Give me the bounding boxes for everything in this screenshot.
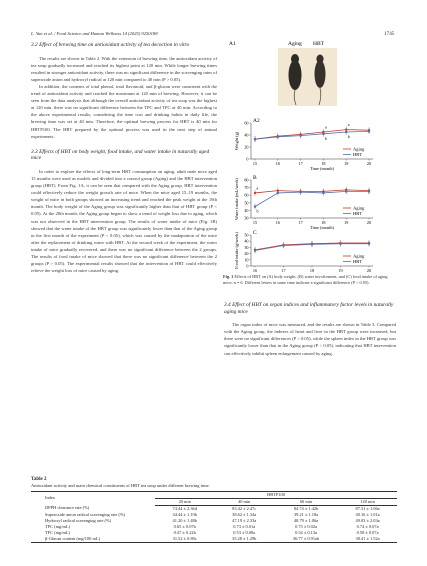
y-tick-label: 80 [244, 177, 249, 183]
section-3-2-para-2: In addition, the contents of total phenol, total flavonoid, and β-glucan were consistent with the trend of antioxidant activity and reached the maximum at 120 min of brewing. However, it can be seen from the data analysis that although the overall antioxidant activity of tea soup was the highest at 120 min, there was no significant difference between the TPC and TFC at 40 min. According to the above experimental results, considering the time cost and drinking habits in daily life, the brewing time was set at 40 min. Therefore, the optimal brewing process for HBT is 40 min for HBTP100. The HBT prepared by the optimal process was used in the next step of animal experiments. [31, 83, 217, 139]
table-cell: 87.31 ± 1.06a [355, 505, 380, 511]
x-tick-label: 16 [252, 268, 258, 272]
x-axis-label: Time (month) [310, 225, 334, 230]
table-subtitle: Antioxidant activity and main chemical constituents of HBT tea soup under different brewing time. [31, 483, 210, 488]
table-row-label: Hydroxyl radical scavenging rate (%) [45, 517, 112, 523]
section-3-4-title: 3.4 Effect of HBT on organ indices and inflammatory factor levels in naturally aging mice [224, 302, 394, 315]
x-tick-label: 17 [281, 268, 286, 272]
significance-letter: a [256, 185, 259, 191]
legend-label-hbt: HBT [353, 259, 362, 265]
figure-caption [223, 274, 398, 285]
table-col-header: 120 min [338, 498, 397, 505]
series-line-hbt [255, 131, 369, 139]
data-point-hbt [368, 130, 370, 132]
photo-panel-label: A1 [229, 41, 236, 47]
table-cell: 83.42 ± 2.47c [232, 505, 257, 511]
legend-label-aging: Aging [353, 205, 365, 211]
table-row-label: TPC (mg/mL) [45, 523, 71, 529]
table-cell: 0.74 ± 0.07a [356, 523, 379, 529]
y-tick-label: 60 [244, 192, 249, 198]
photo-legend-aging: Aging [288, 41, 302, 47]
y-axis-label: Water intake (mL/week) [234, 178, 239, 220]
table-row [31, 536, 397, 543]
chart-panel-2 [234, 230, 373, 272]
right-column [224, 302, 396, 357]
table-cell: 84.74 ± 1.42b [293, 505, 319, 511]
x-tick-label: 19 [344, 161, 349, 166]
table-col-header: 20 min [155, 498, 214, 505]
x-tick-label: 18 [309, 268, 315, 272]
table-cell: 41.20 ± 1.48b [172, 517, 197, 523]
charts-layer [234, 118, 373, 272]
data-point-hbt [254, 206, 256, 208]
table-cell: 0.65 ± 0.07b [173, 523, 196, 529]
section-3-2-title: 3.2 Effect of brewing time on antioxidant activity of tea decoction in vitro [31, 42, 190, 48]
legend-label-hbt: HBT [353, 211, 362, 217]
figure-1 [223, 37, 398, 285]
significance-letter: a [324, 124, 327, 130]
chart-panel-label: A2 [253, 118, 260, 124]
table-row-label: TFC (mg/mL) [45, 529, 71, 535]
table-cell: 34.44 ± 1.19b [172, 511, 197, 517]
section-3-4-para-1: The organ index of mice was measured, and the results are shown in Table 3. Compared with the Aging group, the indexes of heart and liver in the HBT group were increased, but there were no significant differences (P > 0.05), while the spleen index in the HBT group was significantly lower than that in the Aging group (P < 0.05), indicating that HBT intervention can effectively inhibit spleen enlargement caused by aging. [224, 322, 396, 356]
x-tick-label: 20 [366, 161, 372, 166]
x-tick-label: 16 [275, 161, 280, 166]
table-cell: 31.52 ± 0.80c [155, 536, 214, 543]
data-point-hbt [368, 243, 370, 245]
y-tick-label: 10 [244, 257, 249, 263]
significance-letter: b [347, 134, 350, 139]
table-cell: 39.21 ± 1.18a [293, 511, 319, 517]
y-tick-label: 30 [244, 244, 249, 250]
data-point-hbt [368, 190, 370, 192]
x-tick-label: 19 [344, 220, 349, 225]
y-tick-label: 40 [244, 207, 249, 213]
x-axis-label: Time (month) [310, 166, 334, 171]
figure-caption-text: Effects of HBT on (A) body weight, (B) water involvement, and (C) food intake of aging mice; n = 6. Different letters in same time indicate a significant difference (P < 0.05). [223, 274, 388, 285]
x-tick-label: 18 [321, 220, 326, 225]
figure-1-svg [223, 37, 398, 272]
table-cell: 0.47 ± 0.22b [173, 529, 196, 535]
table-row-label: DPPH clearance rate (%) [45, 505, 90, 511]
table-cell: 49.03 ± 2.03a [355, 517, 380, 523]
y-tick-label: 0 [246, 156, 249, 162]
y-tick-label: 20 [244, 144, 249, 150]
y-tick-label: 30 [244, 215, 249, 221]
running-header: L. Yan et al. / Food Science and Human Wellness 14 (2025) 9250188 [31, 31, 158, 36]
y-tick-label: 40 [244, 238, 249, 244]
table-2 [31, 477, 397, 543]
x-tick-label: 20 [366, 220, 372, 225]
y-tick-label: 0 [246, 263, 249, 269]
table-cell: 36.77 ± 0.91ab [274, 536, 338, 543]
table-cell: 0.58 ± 0.07a [356, 529, 379, 535]
table-cell: 47.19 ± 2.33a [232, 517, 257, 523]
data-point-hbt [254, 138, 256, 140]
x-tick-label: 17 [298, 161, 303, 166]
section-3-3-title: 3.3 Effects of HBT on body weight, food intake, and water intake in naturally aged mice [31, 148, 210, 162]
significance-letter: a [347, 122, 350, 128]
data-point-hbt [277, 136, 279, 138]
table-col-header: 40 min [214, 498, 273, 505]
section-3-2-para-1: The results are shown in Table 2. With the extension of brewing time, the antioxidant activity of tea soup gradually increased and reached its highest point at 120 min. While longer brewing times resulted in stronger antioxidant activity, there was no significant difference in the scavenging rates of superoxide anion and hydroxyl radical at 120 min compared to 40 min (P > 0.05). [31, 55, 217, 82]
table-cell: 40.16 ± 1.01a [355, 511, 380, 517]
figure-caption-label: Fig. 1 [223, 274, 234, 279]
data-point-hbt [300, 135, 302, 137]
x-tick-label: 19 [338, 268, 343, 272]
table-cell: 0.54 ± 0.13a [295, 529, 317, 535]
y-tick-label: 50 [244, 232, 249, 238]
y-tick-label: 40 [244, 132, 249, 138]
significance-letter: b [324, 135, 327, 141]
table-cell: 74.44 ± 2.36d [172, 505, 197, 511]
data-point-hbt [345, 131, 347, 133]
data-point-hbt [311, 243, 313, 245]
y-tick-label: 60 [244, 120, 249, 126]
table-index-header: Index [31, 491, 155, 505]
y-axis-label: Weight (g) [234, 131, 239, 151]
chart-panel-label: C [253, 230, 257, 236]
x-tick-label: 15 [252, 161, 258, 166]
table-2-grid [31, 491, 397, 543]
legend-label-aging: Aging [353, 146, 365, 152]
photo-legend-hbt: HBT [313, 41, 324, 47]
table-cell: 0.75 ± 0.02a [295, 523, 317, 529]
chart-panel-0 [234, 118, 373, 171]
significance-letter: b [256, 208, 259, 214]
x-tick-label: 17 [298, 220, 303, 225]
x-tick-label: 20 [366, 268, 372, 272]
data-point-hbt [254, 249, 256, 251]
data-point-hbt [339, 243, 341, 245]
y-tick-label: 70 [244, 185, 249, 191]
x-tick-label: 16 [275, 220, 280, 225]
x-tick-label: 18 [321, 161, 326, 166]
x-tick-label: 15 [252, 220, 258, 225]
table-cell: 0.73 ± 0.01a [233, 523, 256, 529]
y-tick-label: 20 [244, 251, 249, 257]
table-group-header: HBTP100 [155, 491, 397, 498]
table-cell: 0.53 ± 0.08a [233, 529, 256, 535]
chart-panel-label: B [253, 175, 257, 181]
table-row-label: Superoxide anion radical scavenging rate (%) [45, 511, 126, 517]
section-3-3-para-1: In order to explore the effects of long-term HBT consumption on aging, adult male mice aged 15 months were used as models and divided into a control group (Aging) and the HBT intervention group (HBT). From Fig. 1A, it can be seen that compared with the Aging group, HBT intervention could effectively reduce the weight growth rate of mice. When the mice aged 15–19 months, the weight of mice in both groups showed an increasing trend and reached the peak weight at the 19th month. The body weight of the Aging group was significantly higher than that of HBT group (P < 0.05). At the 20th month, the Aging group began to show a trend of weight loss due to aging, which was not observed in the HBT intervention group. The results of water intake of mice (Fig. 1B) showed that the water intake of the HBT group was significantly lower than that of the Aging group in the first month of the experiment (P < 0.05), which was caused by the inadaptation of the mice after the replacement of drinking water with HBT. At the second week of the experiment, the water intake of mice gradually recovered, and there was no significant difference between the 2 groups. The results of food intake of mice showed that there was no significant difference between the 2 groups (P > 0.05). The experimental results showed that the intervention of HBT could effectively relieve the weight loss of mice caused by aging. [31, 168, 217, 274]
table-title: Table 2 [31, 477, 47, 482]
chart-panel-1 [234, 175, 373, 230]
page-number: 1745 [384, 31, 395, 37]
series-line-hbt [255, 191, 369, 206]
data-point-hbt [282, 244, 284, 246]
data-point-hbt [322, 133, 324, 135]
y-tick-label: 50 [244, 200, 249, 206]
mouse-photo-background [278, 48, 337, 106]
table-col-header: 60 min [274, 498, 338, 505]
table-cell: 38.62 ± 1.34a [232, 511, 257, 517]
legend-label-hbt: HBT [353, 152, 362, 158]
table-row-label: β-Glucan content (mg/100 mL) [31, 536, 155, 543]
data-point-hbt [277, 192, 279, 194]
legend-label-aging: Aging [353, 253, 365, 259]
data-point-hbt [345, 190, 347, 192]
table-cell: 38.41 ± 1.52a [338, 536, 397, 543]
y-axis-label: Food intake (g/week) [234, 232, 239, 269]
table-cell: 48.79 ± 1.06a [293, 517, 319, 523]
data-point-hbt [300, 191, 302, 193]
table-cell: 35.28 ± 1.29b [214, 536, 273, 543]
data-point-aging [254, 192, 256, 194]
left-column [31, 42, 217, 274]
data-point-hbt [322, 192, 324, 194]
